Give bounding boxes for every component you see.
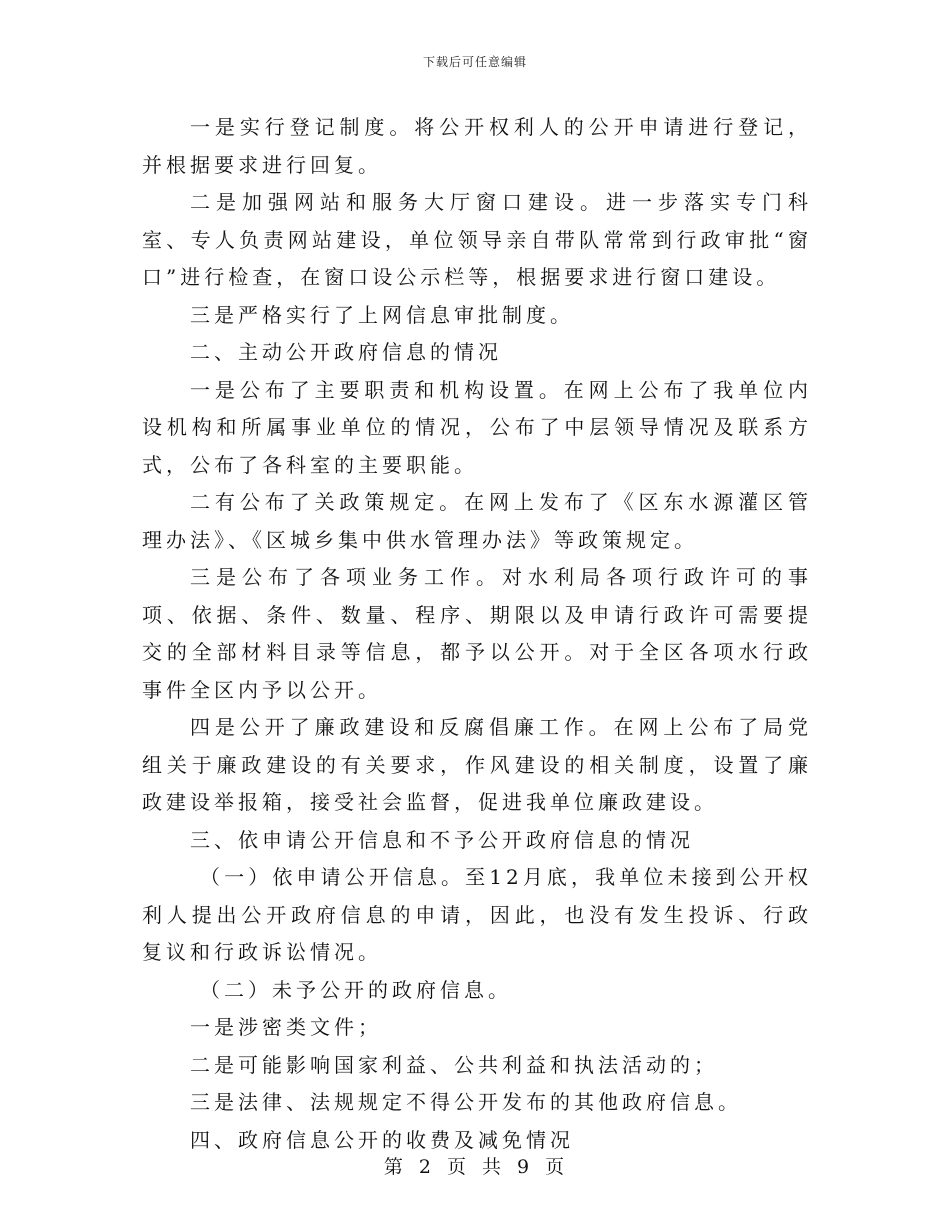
paragraph: 四是公开了廉政建设和反腐倡廉工作。在网上公布了局党组关于廉政建设的有关要求，作风建设的相关制度，设置了廉政建设举报箱，接受社会监督，促进我单位廉政建设。	[142, 715, 812, 814]
section-heading: 三、依申请公开信息和不予公开政府信息的情况	[190, 827, 694, 852]
section-heading: 四、政府信息公开的收费及减免情况	[190, 1127, 574, 1152]
paragraph: 二有公布了关政策规定。在网上发布了《区东水源灌区管理办法》、《区城乡集中供水管理办法》等政策规定。	[142, 490, 812, 552]
paragraph: （一）依申请公开信息。至12月底，我单位未接到公开权利人提出公开政府信息的申请，因此，也没有发生投诉、行政复议和行政诉讼情况。	[142, 865, 812, 964]
list-item: 三是法律、法规规定不得公开发布的其他政府信息。	[190, 1090, 742, 1114]
page-header: 下载后可任意编辑	[422, 55, 527, 69]
paragraph: 三是公布了各项业务工作。对水利局各项行政许可的事项、依据、条件、数量、程序、期限以及申请行政许可需要提交的全部材料目录等信息，都予以公开。对于全区各项水行政事件全区内予以公开。	[142, 565, 812, 702]
document-body	[142, 109, 812, 1159]
page-number: 第 2 页 共 9 页	[383, 1156, 567, 1178]
paragraph: 三是严格实行了上网信息审批制度。	[190, 302, 574, 327]
paragraph: 一是公布了主要职责和机构设置。在网上公布了我单位内设机构和所属事业单位的情况，公布了中层领导情况及联系方式，公布了各科室的主要职能。	[142, 377, 812, 477]
section-heading: 二、主动公开政府信息的情况	[190, 340, 502, 364]
list-item: 二是可能影响国家利益、公共利益和执法活动的；	[190, 1052, 718, 1077]
paragraph: 二是加强网站和服务大厅窗口建设。进一步落实专门科室、专人负责网站建设，单位领导亲自带队常常到行政审批“窗口”进行检查，在窗口设公示栏等，根据要求进行窗口建设。	[142, 190, 812, 289]
list-item: 一是涉密类文件；	[190, 1015, 382, 1039]
subsection-heading: （二）未予公开的政府信息。	[200, 977, 512, 1002]
paragraph: 一是实行登记制度。将公开权利人的公开申请进行登记，并根据要求进行回复。	[142, 115, 812, 177]
